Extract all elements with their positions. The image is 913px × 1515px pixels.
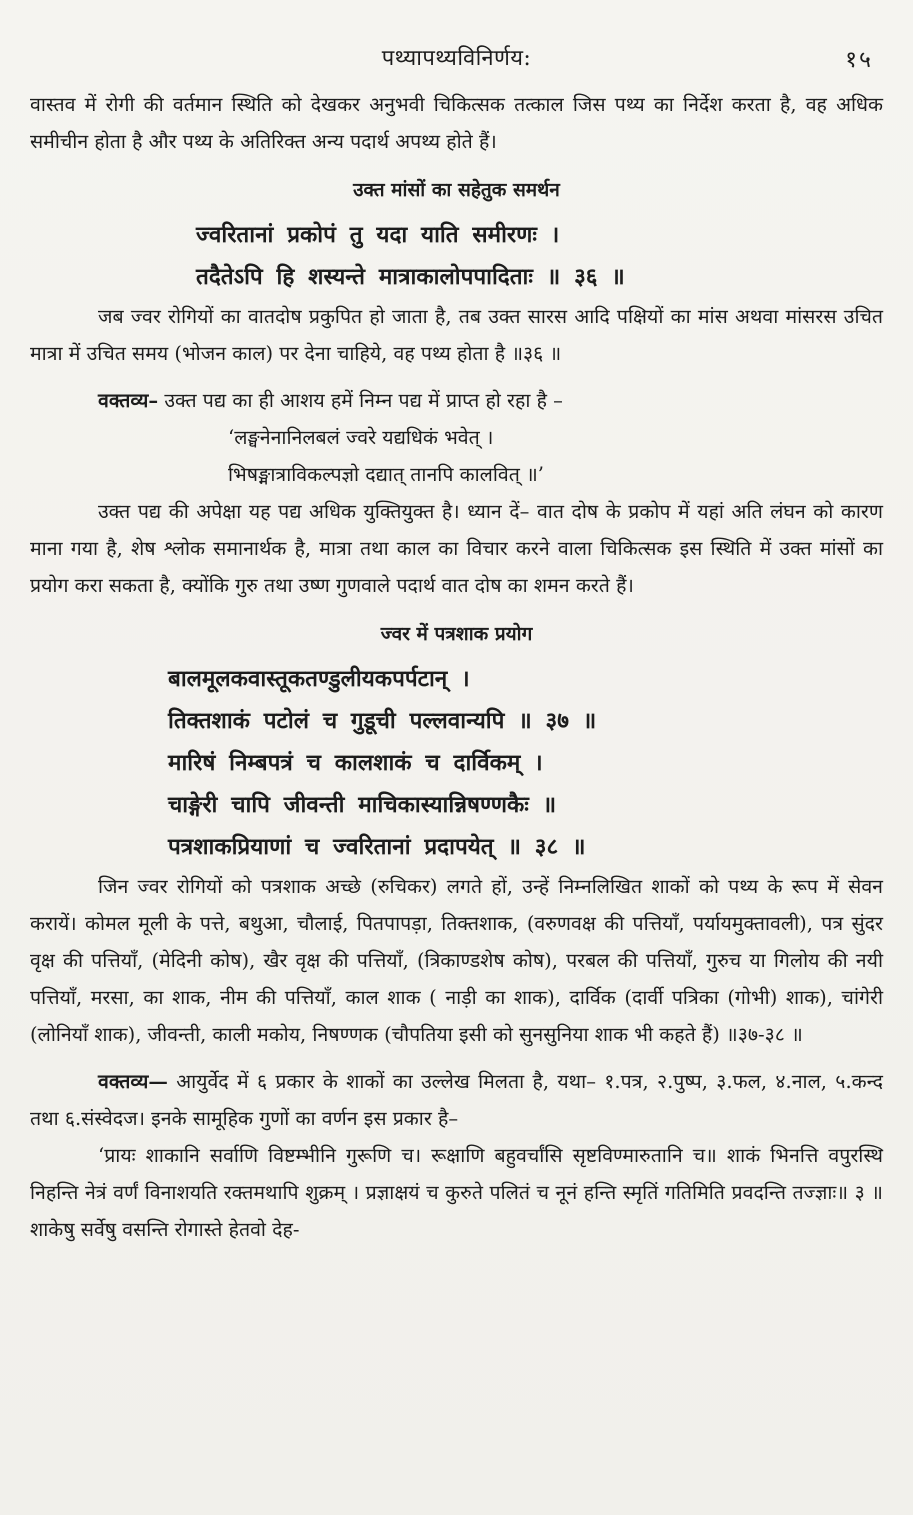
- sloka-paragraph: ‘प्रायः शाकानि सर्वाणि विष्टम्भीनि गुरूणि च। रूक्षाणि बहुवर्चांसि सृष्टविण्मारुतानि च॥ शाकं भिनत्ति वपुरस्थि निहन्ति नेत्रं वर्णं विनाशयति रक्तमथापि शुक्रम् । प्रज्ञाक्षयं च कुरुते पलितं च नूनं हन्ति स्मृतिं गतिमिति प्रवदन्ति तज्ज्ञाः॥ ३ ॥ शाकेषु सर्वेषु वसन्ति रोगास्ते हेतवो देह-: [30, 1144, 883, 1241]
- commentary-36: जब ज्वर रोगियों का वातदोष प्रकुपित हो जाता है, तब उक्त सारस आदि पक्षियों का मांस अथवा मांसरस उचित मात्रा में उचित समय (भोजन काल) पर देना चाहिये, वह पथ्य होता है ॥३६ ॥: [30, 305, 883, 365]
- quoted-verse-line-2: भिषङ्मात्राविकल्पज्ञो दद्यात् तानपि कालवित् ॥’: [228, 463, 544, 486]
- intro-paragraph: वास्तव में रोगी की वर्तमान स्थिति को देखकर अनुभवी चिकित्सक तत्काल जिस पथ्य का निर्देश करता है, वह अधिक समीचीन होता है और पथ्य के अतिरिक्त अन्य पदार्थ अपथ्य होते हैं।: [30, 93, 883, 153]
- section-heading-leafy-vegetables: ज्वर में पत्रशाक प्रयोग: [380, 623, 533, 645]
- page-header: [30, 42, 883, 86]
- verse-36-line-1: ज्वरितानां प्रकोपं तु यदा याति समीरणः ।: [196, 222, 560, 248]
- verse-37-line-1: बालमूलकवास्तूकतण्डुलीयकपर्पटान् ।: [168, 666, 470, 692]
- verse-38-line-3: पत्रशाकप्रियाणां च ज्वरितानां प्रदापयेत् ॥ ३८ ॥: [168, 834, 586, 860]
- section-heading-meat: उक्त मांसों का सहेतुक समर्थन: [353, 179, 560, 201]
- commentary-37-38: जिन ज्वर रोगियों को पत्रशाक अच्छे (रुचिकर) लगते हों, उन्हें निम्नलिखित शाकों को पथ्य के रूप में सेवन करायें। कोमल मूली के पत्ते, बथुआ, चौलाई, पितपापड़ा, तिक्तशाक, (वरुणवक्ष की पत्तियाँ, पर्यायमुक्तावली), पत्र सुंदर वृक्ष की पत्तियाँ, (मेदिनी कोष), खैर वृक्ष की पत्तियाँ, (त्रिकाण्डशेष कोष), परबल की पत्तियाँ, गुरुच या गिलोय की नयी पत्तियाँ, मरसा, का शाक, नीम की पत्तियाँ, काल शाक ( नाड़ी का शाक), दार्विक (दार्वी पत्रिका (गोभी) शाक), चांगेरी (लोनियाँ शाक), जीवन्ती, काली मकोय, निषण्णक (चौपतिया इसी को सुनसुनिया शाक भी कहते हैं) ॥३७-३८ ॥: [30, 875, 883, 1046]
- quoted-verse-line-1: ‘लङ्घनेनानिलबलं ज्वरे यद्यधिकं भवेत् ।: [228, 426, 494, 449]
- vaktavya-text-2: आयुर्वेद में ६ प्रकार के शाकों का उल्लेख मिलता है, यथा– १.पत्र, २.पुष्प, ३.फल, ४.नाल, ५.कन्द तथा ६.संस्वेदज। इनके सामूहिक गुणों का वर्णन इस प्रकार है–: [30, 1070, 883, 1130]
- running-title: पथ्यापथ्यविनिर्णय:: [381, 46, 532, 71]
- vaktavya-label-2: वक्तव्य—: [98, 1070, 168, 1093]
- page-number: १५: [845, 47, 873, 73]
- explanation-paragraph: उक्त पद्य की अपेक्षा यह पद्य अधिक युक्तियुक्त है। ध्यान दें– वात दोष के प्रकोप में यहां अति लंघन को कारण माना गया है, शेष श्लोक समानार्थक है, मात्रा तथा काल का विचार करने वाला चिकित्सक इस स्थिति में उक्त मांसों का प्रयोग करा सकता है, क्योंकि गुरु तथा उष्ण गुणवाले पदार्थ वात दोष का शमन करते हैं।: [30, 500, 883, 597]
- vaktavya-label: वक्तव्य–: [98, 389, 159, 412]
- verse-38-line-2: चाङ्गेरी चापि जीवन्ती माचिकास्यान्निषण्णकैः ॥: [168, 792, 557, 818]
- verse-37-line-2: तिक्तशाकं पटोलं च गुडूची पल्लवान्यपि ॥ ३७ ॥: [168, 708, 597, 734]
- verse-36-line-2: तदैतेऽपि हि शस्यन्ते मात्राकालोपपादिताः ॥ ३६ ॥: [196, 264, 625, 290]
- vaktavya-paragraph-2: [30, 1063, 883, 1137]
- vaktavya-paragraph-1: [30, 382, 883, 419]
- verse-38-line-1: मारिषं निम्बपत्रं च कालशाकं च दार्विकम् ।: [168, 750, 543, 776]
- vaktavya-text: उक्त पद्य का ही आशय हमें निम्न पद्य में प्राप्त हो रहा है –: [164, 389, 563, 412]
